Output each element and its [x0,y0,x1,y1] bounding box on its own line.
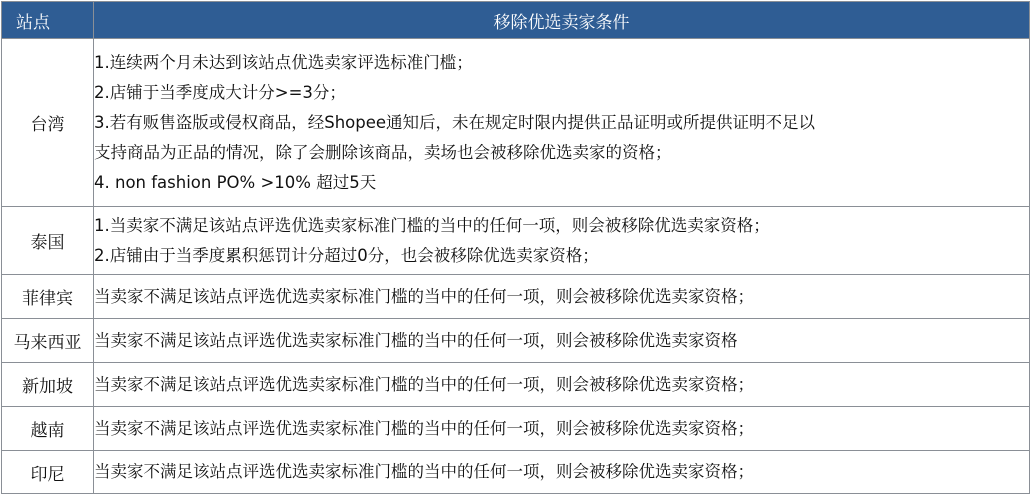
site-cell: 马来西亚 [2,319,94,363]
site-cell: 越南 [2,407,94,451]
table-row [2,407,1030,451]
table-row [2,363,1030,407]
table-row [2,451,1030,494]
site-cell: 新加坡 [2,363,94,407]
site-cell: 印尼 [2,451,94,494]
condition-line: 当卖家不满足该站点评选优选卖家标准门槛的当中的任何一项，则会被移除优选卖家资格； [94,462,754,481]
table-row [2,319,1030,363]
condition-cell [94,407,1030,451]
site-cell: 台湾 [2,39,94,207]
condition-line: 当卖家不满足该站点评选优选卖家标准门槛的当中的任何一项，则会被移除优选卖家资格； [94,374,754,394]
condition-line: 3.若有贩售盗版或侵权商品，经Shopee通知后，未在规定时限内提供正品证明或所提供证明不足以 [94,112,816,132]
condition-cell [94,451,1030,494]
seller-removal-conditions-table [1,1,1030,494]
site-column-header: 站点 [2,2,94,39]
site-cell: 泰国 [2,207,94,275]
condition-line: 4. non fashion PO% >10% 超过5天 [94,172,377,192]
condition-column-header: 移除优选卖家条件 [94,2,1030,39]
table-row [2,275,1030,319]
condition-line: 2.店铺由于当季度累积惩罚计分超过0分，也会被移除优选卖家资格； [94,245,599,265]
condition-line: 当卖家不满足该站点评选优选卖家标准门槛的当中的任何一项，则会被移除优选卖家资格 [94,330,738,350]
condition-line: 1.连续两个月未达到该站点优选卖家评选标准门槛； [94,52,473,72]
condition-line: 当卖家不满足该站点评选优选卖家标准门槛的当中的任何一项，则会被移除优选卖家资格； [94,286,754,306]
condition-cell [94,319,1030,363]
condition-line: 2.店铺于当季度成大计分>=3分； [94,82,346,102]
condition-cell [94,275,1030,319]
site-cell: 菲律宾 [2,275,94,319]
condition-cell [94,207,1030,275]
table-row [2,207,1030,275]
condition-line: 当卖家不满足该站点评选优选卖家标准门槛的当中的任何一项，则会被移除优选卖家资格； [94,418,754,438]
condition-line: 支持商品为正品的情况，除了会删除该商品，卖场也会被移除优选卖家的资格； [94,142,672,162]
condition-cell [94,39,1030,207]
condition-cell [94,363,1030,407]
table-header-row [2,2,1030,39]
condition-line: 1.当卖家不满足该站点评选优选卖家标准门槛的当中的任何一项，则会被移除优选卖家资格； [94,215,770,235]
table-row [2,39,1030,207]
